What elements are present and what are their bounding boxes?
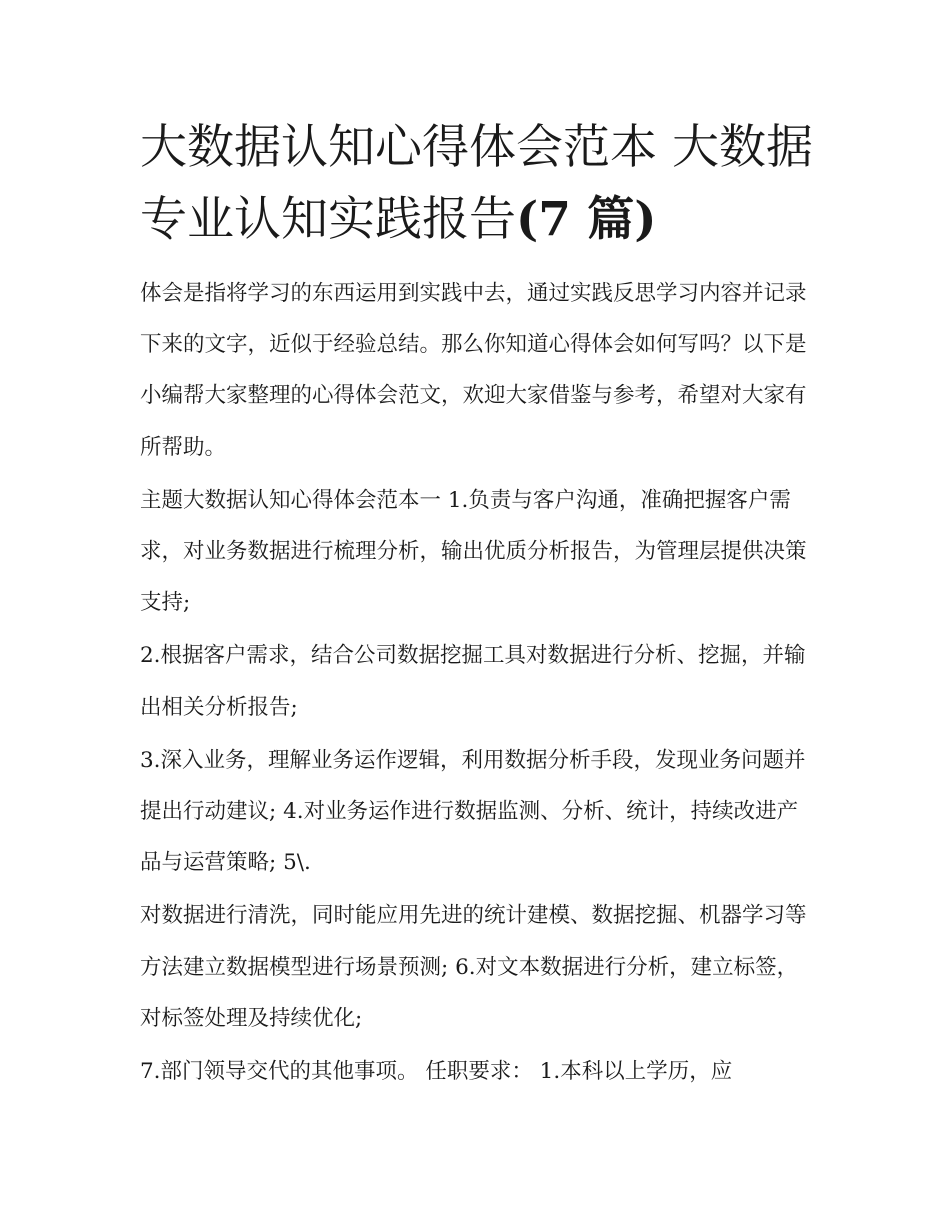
- body-paragraph-3: 3.深入业务，理解业务运作逻辑，利用数据分析手段，发现业务问题并提出行动建议; 4.对业务运作进行数据监测、分析、统计，持续改进产品与运营策略; 5\.: [140, 747, 806, 876]
- body-paragraph-4: 对数据进行清洗，同时能应用先进的统计建模、数据挖掘、机器学习等方法建立数据模型进行场景预测; 6.对文本数据进行分析，建立标签，对标签处理及持续优化;: [140, 903, 807, 1031]
- document-title: [140, 112, 815, 256]
- title-suffix: (7 篇): [516, 192, 657, 247]
- body-paragraph-2: 2.根据客户需求，结合公司数据挖掘工具对数据进行分析、挖掘，并输出相关分析报告;: [140, 643, 806, 720]
- body-paragraph-1: 主题大数据认知心得体会范本一 1.负责与客户沟通，准确把握客户需求，对业务数据进行梳理分析，输出优质分析报告，为管理层提供决策支持;: [140, 487, 807, 616]
- intro-paragraph: 体会是指将学习的东西运用到实践中去，通过实践反思学习内容并记录下来的文字，近似于经验总结。那么你知道心得体会如何写吗？以下是小编帮大家整理的心得体会范文，欢迎大家借鉴与参考，希望对大家有所帮助。: [140, 281, 807, 460]
- document-page: [140, 112, 815, 1099]
- title-main: 大数据认知心得体会范本 大数据专业认知实践报告: [140, 120, 813, 247]
- body-paragraph-5: 7.部门领导交代的其他事项。 任职要求： 1.本科以上学历，应: [140, 1059, 733, 1085]
